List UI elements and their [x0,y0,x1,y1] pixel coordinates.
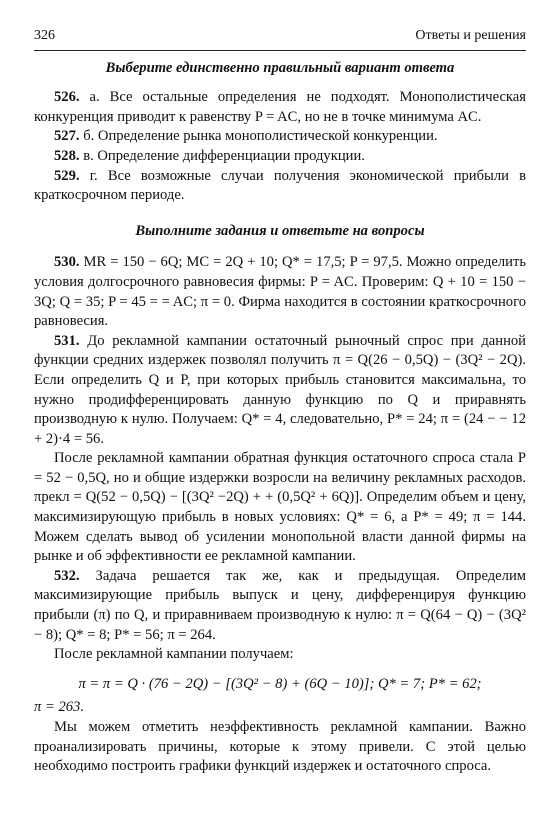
page-header [34,26,526,51]
page-number: 326 [34,28,55,43]
solution-text: Задача решается так же, как и предыдущая. Определим максимизирующие прибыль выпуск и цену, дифференцируя функцию прибыли (π) по Q, и приравниваем производную к нулю: π = Q(64 − Q) − (3Q² − 8); Q* = 8; P* = 56; π = 264. [34,567,526,643]
answer-528 [34,147,526,167]
answer-text: г. Все возможные случаи получения экономической прибыли в краткосрочном периоде. [34,167,526,204]
profit-formula: π = π = Q · (76 − 2Q) − [(3Q² − 8) + (6Q − 10)]; Q* = 7; P* = 62; [78,675,482,692]
section-title-choose: Выберите единственно правильный вариант ответа [105,59,455,76]
solution-532 [34,567,526,645]
answer-number: 527. [54,128,80,145]
running-title: Ответы и решения [415,28,526,43]
answer-number: 526. [54,89,80,106]
profit-result: π = 263. [34,699,84,716]
solution-text: MR = 150 − 6Q; MC = 2Q + 10; Q* = 17,5; P = 97,5. Можно определить условия долгосрочного равновесия фирмы: P = AC. Проверим: Q + 10 = 150 − 3Q; Q = 35; P = 45 = = AC; π = 0. Фирма находится в состоянии краткосрочного равновесия. [34,254,526,330]
solution-532-after-ad: После рекламной кампании получаем: [54,646,294,663]
solution-532-conclusion: Мы можем отметить неэффективность рекламной кампании. Важно проанализировать причины, которые к этому привели. С этой целью необходимо построить графики функций издержек и остаточного спроса. [34,719,526,775]
solution-text: До рекламной кампании остаточный рыночный спрос при данной функции средних издержек позволял получить π = Q(26 − 0,5Q) − (3Q² − 2Q). Если определить Q и P, при которых прибыль становится максимальна, то нужно продифференцировать данную функцию по Q и приравнять производную к нулю. Получаем: Q* = 4, следовательно, P* = 24; π = (24 − − 12 + 2)·4 = 56. [34,332,526,447]
answer-526 [34,88,526,127]
answer-number: 529. [54,167,80,184]
book-page [34,26,526,777]
solution-number: 530. [54,254,80,271]
answer-text: в. Определение дифференциации продукции. [83,147,365,164]
solution-number: 532. [54,567,80,584]
answer-527 [34,127,526,147]
solution-531 [34,332,526,450]
answer-text: а. Все остальные определения не подходят. Монополистическая конкуренция приводит к равенству P = AC, но не в точке минимума AC. [34,89,526,125]
section-title-tasks: Выполните задания и ответьте на вопросы [135,222,425,239]
answer-number: 528. [54,147,80,164]
answer-529 [34,167,526,206]
solution-number: 531. [54,332,80,349]
solution-530 [34,253,526,331]
answer-text: б. Определение рынка монополистической конкуренции. [83,128,438,145]
solution-531-after-ad: После рекламной кампании обратная функция остаточного спроса стала P = 52 − 0,5Q, но и общие издержки возросли на величину рекламных расходов. πрекл = Q(52 − 0,5Q) − [(3Q² −2Q) + + (0,5Q² + 6Q)]. Определим объем и цену, максимизирующую прибыль в новых условиях: Q* = 6, а P* = 49; π = 144. Можем сделать вывод об усилении монопольной власти данной фирмы на рынке и об эффективности ее рекламной кампании. [34,450,526,565]
